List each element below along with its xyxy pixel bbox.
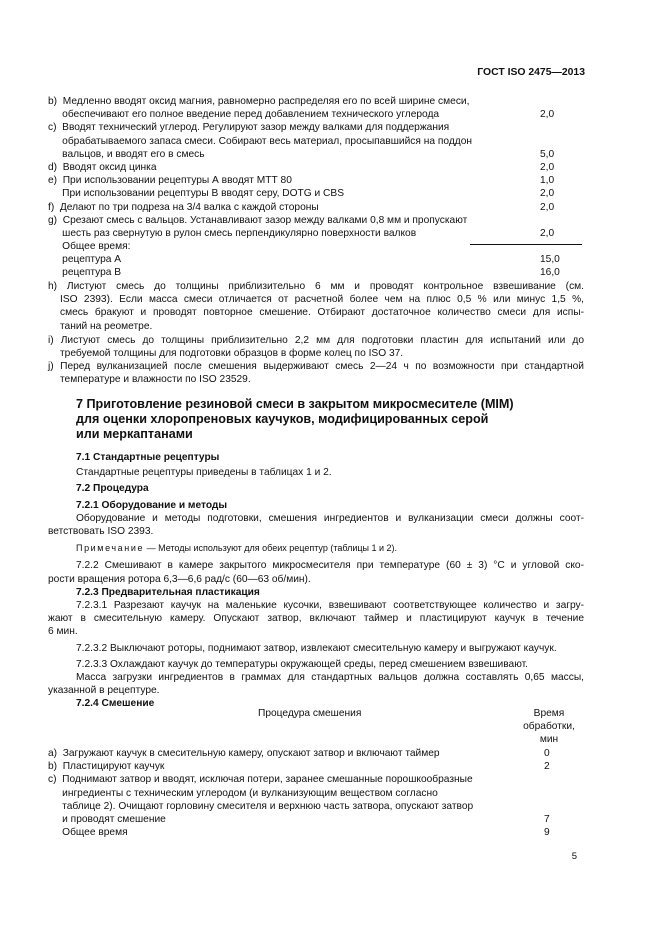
paragraph-i: i) Листуют смесь до толщины приблизительно 2,2 мм для подготовки пластин для испытаний или до требуемой толщины для подготовки образцов в форме колец по ISO 37. — [48, 335, 584, 360]
list-item: b) Медленно вводят оксид магния, равномерно распределяя его по всей ширине смеси, — [48, 96, 470, 107]
list-item: рецептура А 15,0 — [48, 254, 560, 266]
mixing-table-header — [48, 705, 584, 745]
paragraph-h: h) Листуют смесь до толщины приблизительно 6 мм и проводят контрольное взвешивание (см. ISO 2393). Если масса смеси отличается от расчетной более чем на плюс 0,5 % или минус 1,5 %, смесь бракуют и проводят повторное смешение. Отбирают достаточное количество смеси для испы- таний на реометре. — [48, 281, 584, 332]
total-rule — [470, 244, 582, 245]
section-7-2-4-title: 7.2.4 Смешение — [76, 698, 155, 710]
section-7-body: 7.1 Стандартные рецептуры Стандартные рецептуры приведены в таблицах 1 и 2. 7.2 Процедура 7.2.1 Оборудование и методы Оборудование и методы подготовки, смешения ингредиентов и вулканизации смеси должны соот- ветствовать ISO 2393. Примечание — Методы используют для обеих рецептур (таблицы 1 и 2). 7.2.2 Смешивают в камере закрытого микросмесителя при температуре (60 ± 3) °С и угловой ско- рости вращения ротора 6,3—6,6 рад/с (60—63 об/мин). 7.2.3 Предварительная пластикация 7.2.3.1 Разрезают каучук на маленькие кусочки, взвешивают соответствующее количество и загру- жают в смесительную камеру. Опускают затвор, включают таймер и пластицируют каучук в течение 6 мин. 7.2.3.2 Выключают роторы, поднимают затвор, извлекают смесительную камеру и выгружают каучук. 7.2.3.3 Охлаждают каучук до температуры окружающей среды, перед смешением взвешивают. Масса загрузки ингредиентов в граммах для стандартных вальцов должна составлять 0,65 массы, указанной в рецептуре. 7.2.4 Смешение — [48, 452, 584, 710]
section-7-1-text: Стандартные рецептуры приведены в таблицах 1 и 2. — [76, 467, 332, 479]
list-item: При использовании рецептуры В вводят серу, DOTG и CBS 2,0 — [48, 188, 555, 200]
list-item: ингредиенты с техническим углеродом (и вулканизующим веществом согласно — [48, 787, 438, 799]
list-item: Общее время: — [48, 241, 131, 253]
list-item: обрабатываемого запаса смеси. Собирают весь материал, просыпавшийся на поддон — [48, 135, 473, 147]
note: Примечание — Методы используют для обеих рецептур (таблицы 1 и 2). — [76, 543, 398, 554]
list-item: вальцов, и вводят его в смесь 5,0 — [48, 148, 555, 160]
mixing-procedure-list — [48, 747, 584, 839]
section-7-2-title: 7.2 Процедура — [76, 483, 149, 495]
section-7-title: 7 Приготовление резиновой смеси в закрытом микросмесителе (MIM) для оценки хлоропреновых каучуков, модифицированных серой или меркаптанами — [76, 397, 514, 441]
procedure-column-header: Процедура смешения — [258, 708, 362, 719]
document-header: ГОСТ ISO 2475—2013 — [477, 67, 585, 78]
time-column-header: Время обработки, мин — [523, 708, 575, 746]
list-item: и проводят смешение 7 — [48, 813, 550, 825]
list-item: таблице 2). Очищают горловину смесителя и верхнюю часть затвора, опускают затвор — [48, 800, 474, 812]
list-item: b) Пластицируют каучук 2 — [48, 761, 550, 773]
paragraph-j: j) Перед вулканизацией после смешения выдерживают смесь 2—24 ч по возможности при стандартной температуре и влажности по ISO 23529. — [48, 361, 584, 386]
list-item: Общее время 9 — [48, 827, 550, 839]
section-7-2-3-title: 7.2.3 Предварительная пластикация — [76, 586, 260, 598]
list-item: шесть раз свернутую в рулон смесь перпендикулярно поверхности валков 2,0 — [48, 227, 555, 239]
list-item: обеспечивают его полное введение перед добавлением технического углерода 2,0 — [48, 109, 555, 121]
list-item: c) Вводят технический углерод. Регулируют зазор между валками для поддержания — [48, 122, 450, 134]
section-7-2-3-3-text: 7.2.3.3 Охлаждают каучук до температуры окружающей среды, перед смешением взвешивают. — [76, 658, 528, 670]
list-item: c) Поднимают затвор и вводят, исключая потери, заранее смешанные порошкообразные — [48, 774, 473, 786]
list-item: g) Срезают смесь с вальцов. Устанавливают зазор между валками 0,8 мм и пропускают — [48, 214, 468, 226]
list-item: a) Загружают каучук в смесительную камеру, опускают затвор и включают таймер 0 — [48, 748, 550, 759]
section-7-2-3-1-text: 7.2.3.1 Разрезают каучук на маленькие кусочки, взвешивают соответствующее количество и загру- — [76, 599, 584, 611]
page-number: 5 — [571, 851, 577, 862]
mixing-steps-list — [48, 95, 584, 280]
section-7-2-3-2-text: 7.2.3.2 Выключают роторы, поднимают затвор, извлекают смесительную камеру и выгружают каучук. — [76, 642, 557, 654]
section-7-1-title: 7.1 Стандартные рецептуры — [76, 452, 220, 463]
list-item: e) При использовании рецептуры А вводят МТТ 80 1,0 — [48, 175, 555, 187]
list-item: рецептура В 16,0 — [48, 267, 560, 279]
section-7-2-2-text: 7.2.2 Смешивают в камере закрытого микросмесителя при температуре (60 ± 3) °С и угловой ско- — [76, 560, 584, 572]
list-item: f) Делают по три подреза на 3/4 валка с каждой стороны 2,0 — [48, 201, 555, 213]
section-7-2-1-text: Оборудование и методы подготовки, смешения ингредиентов и вулканизации смеси должны соот- — [76, 512, 584, 524]
section-7-2-1-title: 7.2.1 Оборудование и методы — [76, 499, 228, 511]
list-item: d) Вводят оксид цинка 2,0 — [48, 161, 555, 173]
